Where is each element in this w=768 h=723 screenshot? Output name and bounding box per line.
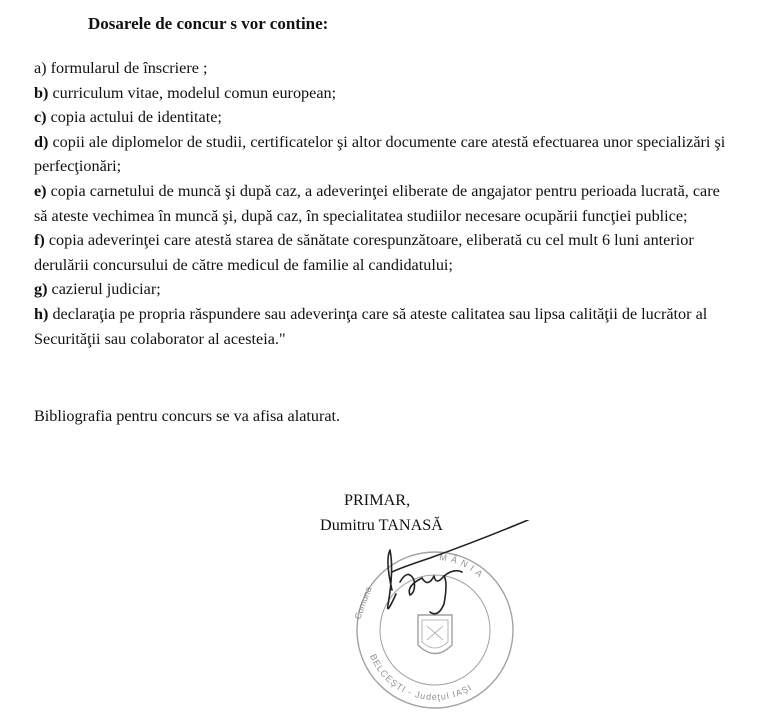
list-item-letter: h): [34, 304, 49, 323]
list-item: [34, 277, 734, 302]
list-item-text: copia actului de identitate;: [46, 108, 222, 127]
list-item-text: copii ale diplomelor de studii, certificatelor şi altor documente care atestă efectuarea unor specializări şi perfecţionări;: [34, 132, 726, 176]
list-item-letter: b): [34, 83, 49, 102]
document-heading: Dosarele de concur s vor contine:: [88, 14, 329, 33]
list-item-text: formularul de înscriere ;: [46, 59, 208, 77]
list-item-text: curriculum vitae, modelul comun european;: [48, 83, 337, 102]
list-item-letter: c): [34, 108, 47, 127]
stamp-text-top: MÂNIA: [438, 551, 488, 582]
signatory-title: PRIMAR,: [344, 491, 411, 509]
list-item-text: declaraţia pe propria răspundere sau adeverinţa care să ateste calitatea sau lipsa calităţii de lucrător al Securităţii sau colaborator al acesteia.": [34, 304, 708, 348]
stamp-text-bottom: BELCEŞTI - Judeţul IAŞI: [367, 652, 474, 703]
list-item-text: copia adeverinţei care atestă starea de sănătate corespunzătoare, eliberată cu cel mult 6 luni anterior derulării concursului de către medicul de familie al candidatului;: [34, 231, 694, 274]
list-item-letter: a): [34, 59, 47, 77]
list-item: [34, 105, 734, 130]
list-item: [34, 179, 734, 228]
stamp-seal: [357, 552, 513, 708]
list-item-letter: e): [34, 181, 47, 200]
list-item: [34, 56, 734, 81]
list-item: [34, 302, 734, 351]
list-item: [34, 228, 734, 277]
list-item-text: copia carnetului de muncă şi după caz, a adeverinţei eliberate de angajator pentru perioada lucrată, care să ateste vechimea în muncă şi, după caz, în specialitatea studiilor necesare ocupării funcţiei publice;: [34, 181, 720, 225]
official-stamp-and-signature: [330, 520, 580, 720]
list-item: [34, 130, 734, 179]
requirements-list: [34, 56, 734, 351]
list-item: [34, 81, 734, 106]
list-item-letter: f): [34, 231, 45, 250]
list-item-letter: g): [34, 280, 48, 299]
list-item-letter: d): [34, 132, 49, 151]
signatory-name: Dumitru TANASĂ: [320, 516, 443, 534]
list-item-text: cazierul judiciar;: [47, 280, 161, 299]
bibliography-note: Bibliografia pentru concurs se va afisa alaturat.: [34, 407, 341, 425]
stamp-text-left: Comuna: [352, 585, 374, 621]
